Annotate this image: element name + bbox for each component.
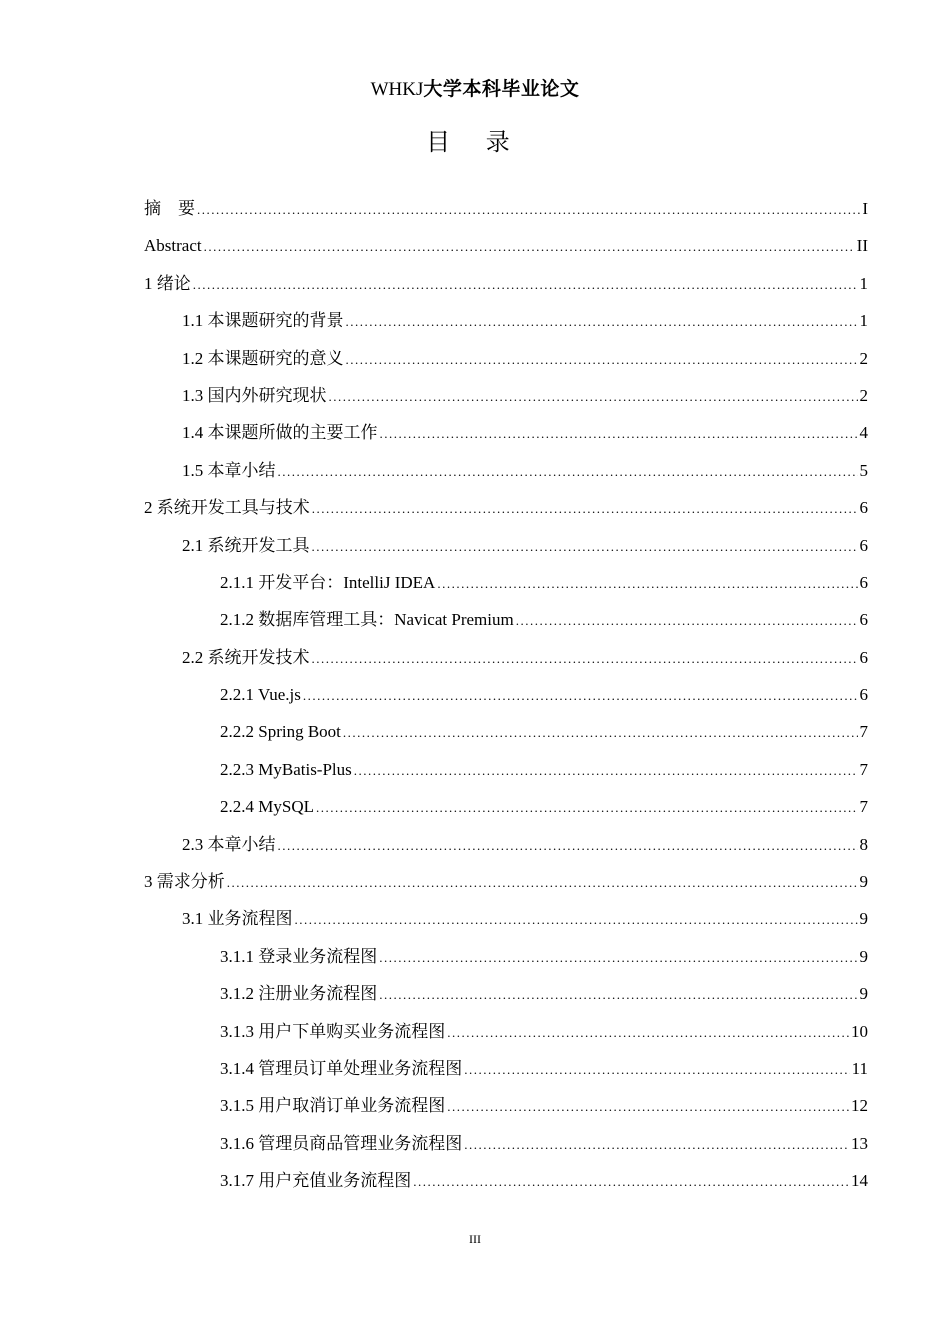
toc-entry-label: 2.1.2 数据库管理工具：Navicat Premium [220,610,514,630]
toc-entry-page: 2 [859,348,868,368]
toc-entry-label: 2 系统开发工具与技术 [144,498,310,518]
toc-entry-page: 5 [859,460,868,480]
toc-entry-label: 3 需求分析 [144,872,225,892]
page-title: 目 录 [426,128,524,156]
toc-entry[interactable] [144,414,868,451]
toc-entry[interactable] [144,527,868,564]
toc-entry-label: Abstract [144,236,202,256]
toc-entry-page: 9 [859,909,868,929]
toc-entry[interactable] [144,340,868,377]
toc-dot-leader [278,827,858,864]
toc-entry-page: 9 [859,984,868,1004]
toc-dot-leader [379,976,857,1013]
toc-entry[interactable] [144,489,868,526]
toc-dot-leader [204,228,855,265]
toc-entry[interactable] [144,676,868,713]
toc-entry[interactable] [144,826,868,863]
toc-dot-leader [379,939,857,976]
toc-dot-leader [278,453,858,490]
toc-entry[interactable] [144,900,868,937]
toc-entry-page: 6 [859,685,868,705]
toc-dot-leader [437,565,857,602]
toc-dot-leader [312,640,858,677]
toc-entry-label: 3.1.2 注册业务流程图 [220,984,378,1004]
toc-entry-label: 3.1.1 登录业务流程图 [220,946,378,966]
toc-entry[interactable] [144,751,868,788]
toc-entry-page: 7 [859,759,868,779]
toc-entry[interactable] [144,1087,868,1124]
toc-entry-page: 13 [851,1133,868,1153]
toc-dot-leader [346,303,858,340]
toc-entry[interactable] [144,564,868,601]
toc-entry[interactable] [144,1125,868,1162]
toc-entry[interactable] [144,975,868,1012]
toc-entry-label: 2.1 系统开发工具 [182,535,310,555]
toc-entry-label: 2.3 本章小结 [182,834,276,854]
toc-dot-leader [312,490,858,527]
toc-entry[interactable] [144,938,868,975]
toc-entry[interactable] [144,1162,868,1199]
toc-entry[interactable] [144,713,868,750]
toc-dot-leader [464,1051,849,1088]
table-of-contents [144,190,868,1200]
toc-entry-page: 6 [859,498,868,518]
toc-entry-label: 2.2 系统开发技术 [182,647,310,667]
toc-entry[interactable] [144,190,868,227]
toc-dot-leader [227,864,858,901]
toc-entry-label: 3.1 业务流程图 [182,909,293,929]
toc-dot-leader [193,266,858,303]
toc-entry[interactable] [144,863,868,900]
toc-dot-leader [346,341,858,378]
toc-entry-page: 9 [859,946,868,966]
toc-entry-label: 2.2.1 Vue.js [220,685,301,705]
toc-entry-page: 7 [859,722,868,742]
toc-dot-leader [447,1088,849,1125]
running-header [0,74,950,101]
toc-entry-page: 1 [859,311,868,331]
toc-entry-label: 1.1 本课题研究的背景 [182,311,344,331]
toc-entry[interactable] [144,377,868,414]
toc-entry[interactable] [144,1013,868,1050]
toc-entry-page: 6 [859,535,868,555]
toc-entry-page: 2 [859,385,868,405]
toc-entry-label: 2.2.3 MyBatis-Plus [220,759,352,779]
toc-entry-page: 9 [859,872,868,892]
toc-entry[interactable] [144,788,868,825]
toc-entry-page: 11 [851,1058,868,1078]
toc-entry-page: 7 [859,797,868,817]
toc-entry-page: 1 [859,273,868,293]
toc-entry-label: 1.5 本章小结 [182,460,276,480]
toc-entry-page: 6 [859,572,868,592]
toc-entry-page: 4 [859,423,868,443]
toc-entry-page: 14 [851,1171,868,1191]
toc-entry-label: 1 绪论 [144,273,191,293]
toc-entry-page: 12 [851,1096,868,1116]
toc-entry[interactable] [144,601,868,638]
toc-dot-leader [295,901,858,938]
toc-entry-label: 3.1.3 用户下单购买业务流程图 [220,1021,446,1041]
toc-entry-page: 6 [859,647,868,667]
header-latin: WHKJ [370,79,424,100]
toc-entry-label: 2.1.1 开发平台：IntelliJ IDEA [220,572,436,592]
toc-dot-leader [516,602,858,639]
toc-entry-label: 1.2 本课题研究的意义 [182,348,344,368]
toc-dot-leader [316,789,858,826]
toc-dot-leader [464,1126,849,1163]
toc-entry-label: 2.2.4 MySQL [220,797,314,817]
toc-entry-label: 1.3 国内外研究现状 [182,385,327,405]
toc-entry-label: 1.4 本课题所做的主要工作 [182,423,378,443]
page-number: III [469,1232,481,1246]
toc-dot-leader [312,528,858,565]
toc-entry[interactable] [144,639,868,676]
toc-entry-label: 3.1.6 管理员商品管理业务流程图 [220,1133,463,1153]
toc-entry-page: I [862,199,868,218]
toc-entry[interactable] [144,302,868,339]
toc-entry-label: 3.1.5 用户取消订单业务流程图 [220,1096,446,1116]
toc-entry-label: 2.2.2 Spring Boot [220,722,341,742]
toc-entry-label: 3.1.4 管理员订单处理业务流程图 [220,1058,463,1078]
toc-entry[interactable] [144,452,868,489]
toc-entry-label: 摘 要 [144,199,195,218]
toc-dot-leader [354,752,858,789]
toc-dot-leader [380,415,858,452]
header-cjk: 大学本科毕业论文 [423,79,580,100]
toc-entry[interactable] [144,227,868,264]
toc-entry-label: 3.1.7 用户充值业务流程图 [220,1171,412,1191]
toc-entry-page: 10 [851,1021,868,1041]
toc-entry[interactable] [144,1050,868,1087]
toc-dot-leader [197,191,860,228]
toc-dot-leader [303,677,858,714]
toc-entry-page: 6 [859,610,868,630]
toc-dot-leader [413,1163,849,1200]
toc-dot-leader [329,378,858,415]
toc-entry[interactable] [144,265,868,302]
toc-entry-page: II [856,236,868,256]
toc-dot-leader [447,1014,849,1051]
toc-dot-leader [343,714,858,751]
toc-entry-page: 8 [859,834,868,854]
